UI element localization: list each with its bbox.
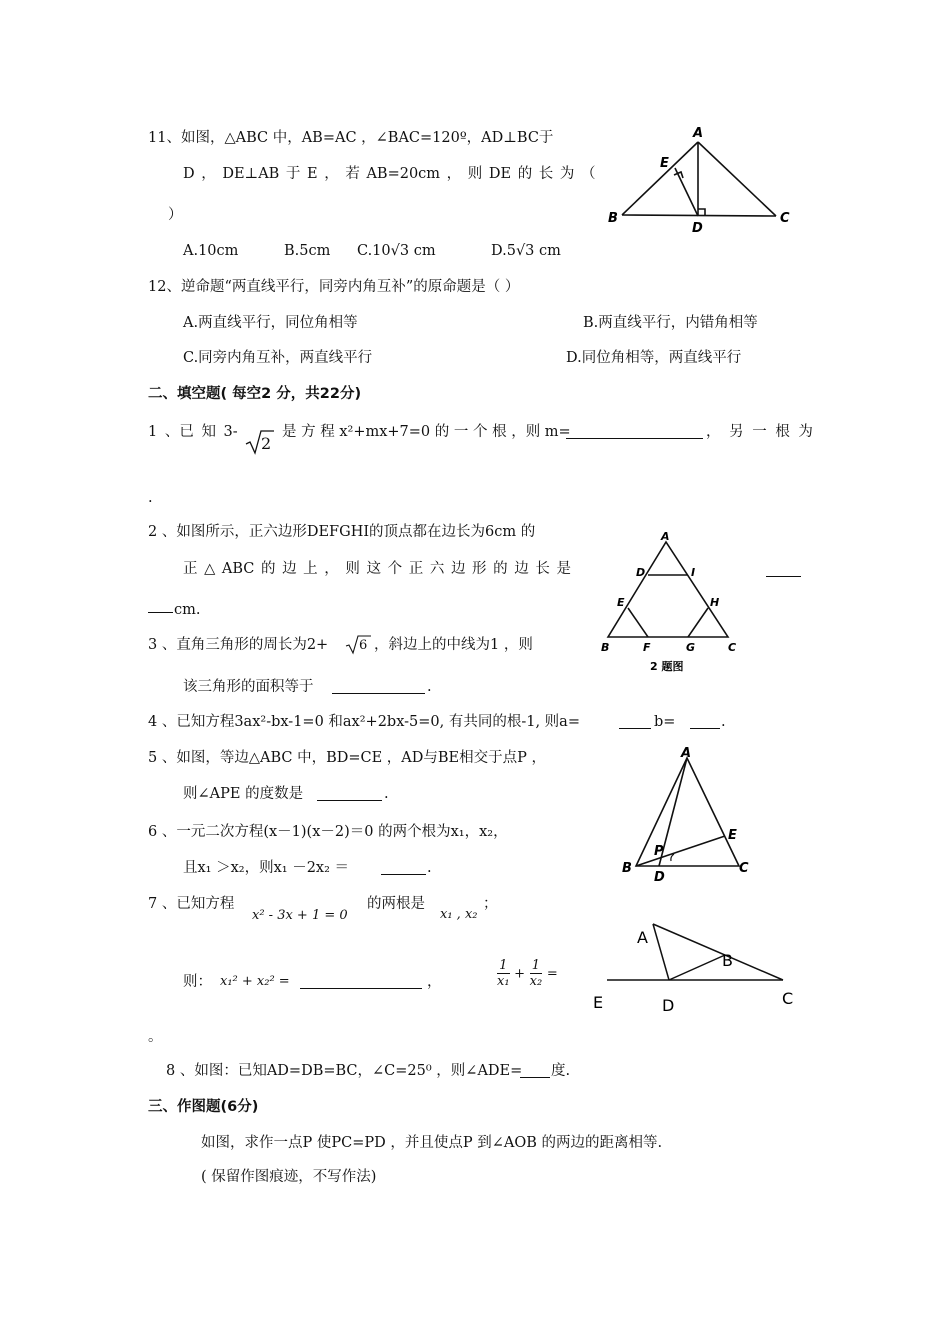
section3-title: 三、作图题(6分): [148, 1099, 259, 1115]
f7-equals: =: [546, 966, 558, 982]
f7-line3: 。: [148, 1029, 163, 1045]
q12-option-d: D.同位角相等，两直线平行: [566, 350, 742, 366]
f7-fraction-expression: [497, 958, 558, 989]
q12-option-b: B.两直线平行，内错角相等: [583, 315, 758, 331]
f2-line2: 正 △ ABC 的 边 上 ， 则 这 个 正 六 边 形 的 边 长 是: [183, 561, 571, 577]
f6-line1: 6 、一元二次方程(x－1)(x－2)＝0 的两个根为x₁，x₂，: [148, 824, 508, 840]
f4-blank-b[interactable]: [690, 714, 720, 729]
f7-frac-2-num: 1: [530, 958, 543, 974]
f3-part2: ，斜边上的中线为1 ，则: [374, 637, 533, 653]
q11-option-c: C.10√3 cm: [357, 243, 436, 259]
f7-frac-2-den: x₂: [529, 974, 543, 989]
f2-label-b: B: [601, 641, 610, 654]
f8-text: 8 、如图：已知AD=DB=BC，∠C=25⁰ ，则∠ADE=: [166, 1063, 523, 1079]
f7-comma: ，: [427, 974, 442, 990]
q11-option-a: A.10cm: [183, 243, 239, 259]
q11-label-b: B: [608, 211, 618, 226]
f4-part2: b=: [654, 714, 676, 730]
f5-line2: 则∠APE 的度数是: [183, 786, 304, 802]
f7-semicolon: ；: [483, 896, 498, 912]
f5-label-c: C: [739, 861, 749, 876]
f5-line1: 5 、如图，等边△ABC 中，BD=CE ，AD与BE相交于点P ，: [148, 750, 547, 766]
q11-line2: D ， DE⊥AB 于 E ， 若 AB=20cm ， 则 DE 的 长 为 （: [183, 166, 596, 182]
q11-option-b: B.5cm: [284, 243, 331, 259]
q12-option-c: C.同旁内角互补，两直线平行: [183, 350, 373, 366]
f7-equation: x² - 3x + 1 = 0: [252, 908, 348, 923]
f3-line2-end: .: [427, 679, 432, 695]
f2-caption: 2 题图: [650, 660, 684, 673]
f5-label-d: D: [654, 870, 665, 885]
f4-part3: .: [721, 714, 726, 730]
f5-triangle-figure: [618, 740, 758, 885]
f3-line2: 该三角形的面积等于: [183, 679, 314, 695]
f1-sqrt-arg: 2: [261, 434, 272, 453]
f7-label-e: E: [593, 993, 604, 1012]
f3-sqrt-arg: 6: [359, 638, 368, 653]
section3-line2: ( 保留作图痕迹，不写作法): [201, 1169, 377, 1185]
f7-label-b: B: [722, 951, 733, 970]
q11-option-d: D.5√3 cm: [491, 243, 561, 259]
q11-label-e: E: [660, 156, 669, 171]
f2-label-h: H: [710, 596, 720, 609]
f3-blank[interactable]: [332, 679, 425, 694]
f8-end: 度.: [551, 1063, 571, 1079]
q12-option-a: A.两直线平行，同位角相等: [183, 315, 358, 331]
f7-roots: x₁ , x₂: [440, 907, 478, 922]
f2-hexagon-figure: [598, 530, 748, 675]
f7-frac-1: [497, 958, 510, 989]
f7-part2: 的两根是: [367, 896, 425, 912]
f1-blank-m[interactable]: [566, 424, 703, 439]
f1-line2: .: [148, 490, 153, 506]
f5-label-e: E: [728, 828, 737, 843]
f7-sum-sq: x₁² + x₂² =: [220, 974, 290, 989]
q11-line3: ）: [168, 207, 183, 223]
f5-line2-end: .: [384, 786, 389, 802]
f7-frac-1-den: x₁: [497, 974, 510, 989]
f7-frac-2: [530, 958, 543, 989]
section3-line1: 如图，求作一点P 使PC=PD ，并且使点P 到∠AOB 的两边的距离相等.: [201, 1135, 663, 1151]
f7-line2-prefix: 则：: [183, 974, 212, 990]
f7-label-a: A: [637, 928, 648, 947]
f7-frac-1-num: 1: [497, 958, 510, 974]
f2-label-e: E: [617, 596, 625, 609]
q11-label-a: A: [693, 126, 704, 141]
f2-label-f: F: [643, 641, 651, 654]
q12-stem: 12、逆命题“两直线平行，同旁内角互补”的原命题是（ ）: [148, 279, 520, 295]
f7-part1: 7 、已知方程: [148, 896, 235, 912]
f7-blank-1[interactable]: [300, 974, 422, 989]
q11-line1: 11、如图，△ABC 中，AB=AC ，∠BAC=120º，AD⊥BC于: [148, 130, 554, 146]
f2-label-c: C: [728, 641, 737, 654]
f5-label-a: A: [681, 746, 692, 761]
f4-part1: 4 、已知方程3ax²-bx-1=0 和ax²+2bx-5=0, 有共同的根-1, 则a=: [148, 714, 580, 730]
f8-blank[interactable]: [520, 1063, 550, 1078]
q11-label-d: D: [692, 221, 703, 235]
f6-line2: 且x₁ ＞x₂，则x₁ －2x₂ ＝: [183, 860, 350, 876]
q11-label-c: C: [780, 211, 790, 226]
f2-line1: 2 、如图所示，正六边形DEFGHI的顶点都在边长为6cm 的: [148, 524, 536, 540]
f5-label-b: B: [622, 861, 632, 876]
f1-part1: 1 、已 知 3-: [148, 424, 238, 440]
f6-blank[interactable]: [381, 860, 426, 875]
f7-label-c: C: [782, 989, 794, 1008]
f2-blank-part1[interactable]: [766, 562, 801, 577]
f2-label-g: G: [686, 641, 696, 654]
f5-label-p: P: [654, 844, 664, 859]
f2-label-i: I: [691, 566, 696, 579]
f4-blank-a[interactable]: [619, 714, 651, 729]
f1-part3: ， 另 一 根 为: [706, 424, 813, 440]
f5-blank[interactable]: [317, 786, 382, 801]
f2-label-d: D: [636, 566, 646, 579]
section2-title: 二、填空题( 每空2 分，共22分): [148, 386, 362, 402]
f2-label-a: A: [661, 530, 670, 543]
f2-blank-part2[interactable]: [148, 598, 173, 613]
f6-line2-end: .: [427, 860, 432, 876]
f7-ade-figure: [585, 918, 805, 1018]
q11-triangle-figure: [600, 120, 800, 235]
f3-part1: 3 、直角三角形的周长为2+: [148, 637, 329, 653]
f7-label-d: D: [662, 996, 675, 1015]
f2-line3: cm.: [174, 602, 201, 618]
f7-plus: +: [514, 966, 526, 982]
f1-part2: 是 方 程 x²+mx+7=0 的 一 个 根 ，则 m=: [282, 424, 571, 440]
